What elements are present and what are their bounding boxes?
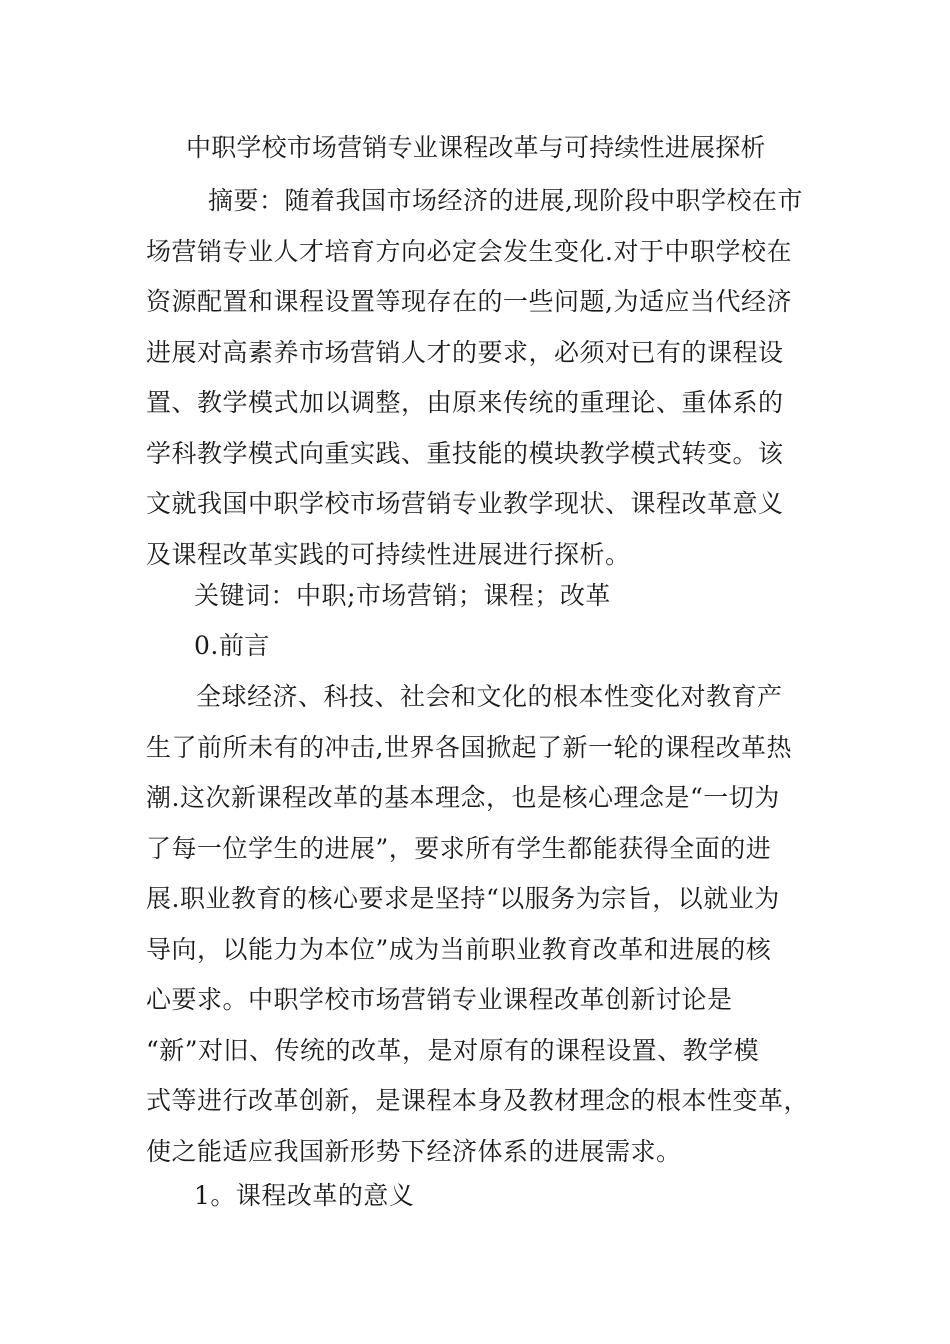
intro-line: 潮.这次新课程改革的基本理念，也是核心理念是“一切为 bbox=[146, 783, 780, 812]
document-title: 中职学校市场营销专业课程改革与可持续性进展探析 bbox=[186, 133, 766, 162]
intro-line: 全球经济、科技、社会和文化的根本性变化对教育产 bbox=[196, 682, 783, 711]
intro-paragraph bbox=[146, 672, 810, 1177]
intro-line: 式等进行改革创新，是课程本身及教材理念的根本性变革， bbox=[146, 1086, 810, 1115]
abstract-line: 摘要：随着我国市场经济的进展,现阶段中职学校在市 bbox=[208, 186, 803, 215]
abstract-line: 文就我国中职学校市场营销专业教学现状、课程改革意义 bbox=[146, 489, 784, 518]
abstract-line: 资源配置和课程设置等现存在的一些问题,为适应当代经济 bbox=[146, 287, 792, 316]
abstract-line: 及课程改革实践的可持续性进展进行探析。 bbox=[146, 539, 631, 569]
abstract-line: 学科教学模式向重实践、重技能的模块教学模式转变。该 bbox=[146, 438, 784, 468]
intro-line: 生了前所未有的冲击,世界各国掀起了新一轮的课程改革热 bbox=[146, 732, 792, 762]
intro-line: “新”对旧、传统的改革，是对原有的课程设置、教学模 bbox=[146, 1035, 760, 1065]
section-heading-preface: 0.前言 bbox=[194, 631, 270, 660]
keywords-line: 关键词：中职;市场营销；课程；改革 bbox=[194, 581, 611, 610]
abstract-line: 置、教学模式加以调整，由原来传统的重理论、重体系的 bbox=[146, 388, 784, 417]
abstract-paragraph bbox=[146, 176, 806, 580]
intro-line: 使之能适应我国新形势下经济体系的进展需求。 bbox=[146, 1136, 682, 1166]
abstract-line: 场营销专业人才培育方向必定会发生变化.对于中职学校在 bbox=[146, 236, 792, 266]
intro-line: 了每一位学生的进展”，要求所有学生都能获得全面的进 bbox=[146, 833, 772, 863]
section-heading-significance: 1。课程改革的意义 bbox=[194, 1181, 415, 1210]
intro-line: 展.职业教育的核心要求是坚持“以服务为宗旨，以就业为 bbox=[146, 884, 780, 913]
abstract-line: 进展对高素养市场营销人才的要求，必须对已有的课程设 bbox=[146, 337, 784, 367]
intro-line: 导向，以能力为本位”成为当前职业教育改革和进展的核 bbox=[146, 934, 772, 964]
intro-line: 心要求。中职学校市场营销专业课程改革创新讨论是 bbox=[146, 985, 733, 1014]
